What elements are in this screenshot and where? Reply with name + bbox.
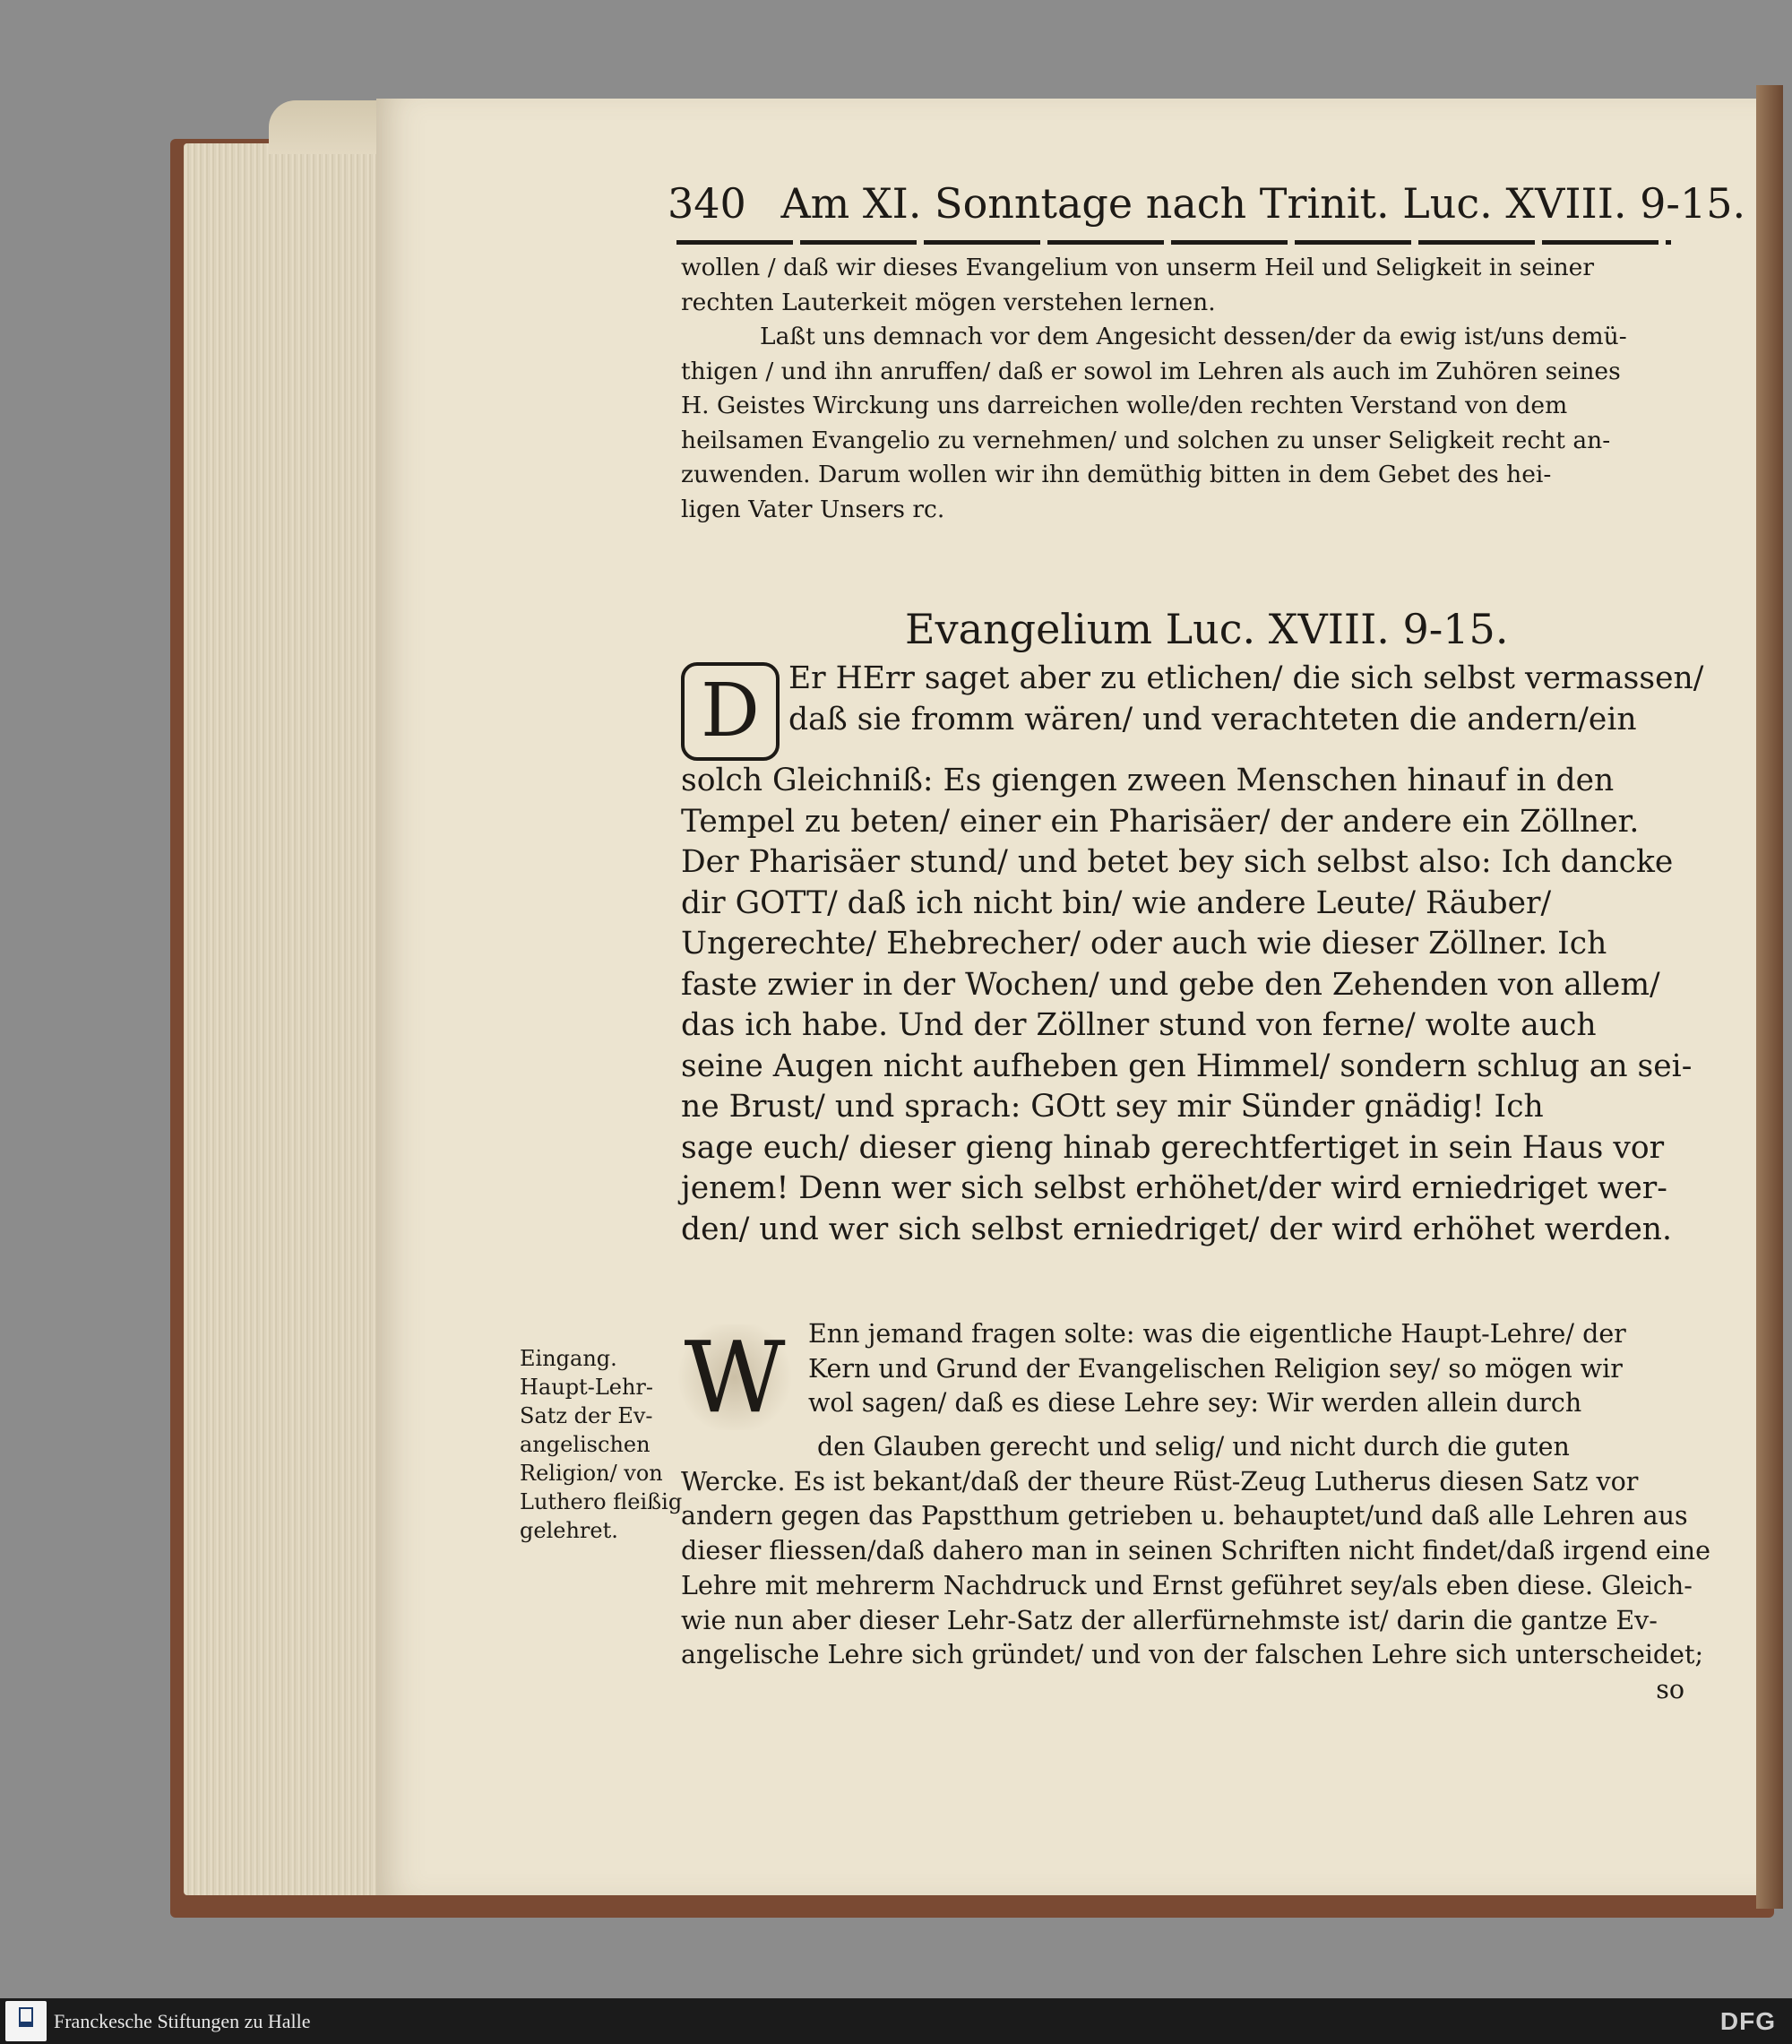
sermon-paragraph xyxy=(681,1317,1711,1708)
gospel-line: dir GOTT/ daß ich nicht bin/ wie andere Leute/ Räuber/ xyxy=(681,884,1552,921)
gospel-dropcap: D xyxy=(681,662,780,761)
sermon-line: Enn jemand fragen solte: was die eigentliche Haupt-Lehre/ der xyxy=(808,1319,1626,1349)
gospel-line: das ich habe. Und der Zöllner stund von ferne/ wolte auch xyxy=(681,1007,1597,1043)
intro-line: zuwenden. Darum wollen wir ihn demüthig bitten in dem Gebet des hei- xyxy=(681,461,1552,488)
catchword: so xyxy=(1656,1674,1684,1704)
gospel-line: Er HErr saget aber zu etlichen/ die sich selbst vermassen/ xyxy=(788,660,1704,696)
gospel-line: seine Augen nicht aufheben gen Himmel/ sondern schlug an sei- xyxy=(681,1048,1693,1084)
gospel-line: jenem! Denn wer sich selbst erhöhet/der wird erniedriget wer- xyxy=(681,1170,1667,1206)
sermon-line: Lehre mit mehrerm Nachdruck und Ernst geführet sey/als eben diese. Gleich- xyxy=(681,1570,1693,1600)
viewer-footer xyxy=(0,1998,1792,2044)
sermon-line: den Glauben gerecht und selig/ und nicht durch die guten xyxy=(817,1432,1570,1462)
sermon-dropcap: W xyxy=(672,1324,797,1430)
institution-name[interactable]: Franckesche Stiftungen zu Halle xyxy=(54,2010,311,2032)
orphanage-building-icon xyxy=(19,2007,33,2027)
binding-edge xyxy=(1756,85,1783,1909)
page-number: 340 xyxy=(668,179,746,228)
sermon-line: Wercke. Es ist bekant/daß der theure Rüst-Zeug Lutherus diesen Satz vor xyxy=(681,1466,1639,1496)
running-header xyxy=(668,179,1746,228)
intro-line: rechten Lauterkeit mögen verstehen lernen. xyxy=(681,288,1216,316)
intro-line: heilsamen Evangelio zu vernehmen/ und solchen zu unser Seligkeit recht an- xyxy=(681,426,1611,454)
intro-line: thigen / und ihn anruffen/ daß er sowol im Lehren als auch im Zuhören seines xyxy=(681,357,1621,385)
gospel-line: Tempel zu beten/ einer ein Pharisäer/ der andere ein Zöllner. xyxy=(681,803,1640,840)
sermon-line: Kern und Grund der Evangelischen Religion sey/ so mögen wir xyxy=(808,1353,1623,1384)
gospel-line: daß sie fromm wären/ und verachteten die andern/ein xyxy=(788,701,1637,737)
sermon-line: dieser fliessen/daß dahero man in seinen Schriften nicht findet/daß irgend eine xyxy=(681,1536,1711,1566)
sermon-line: wie nun aber dieser Lehr-Satz der allerfürnehmste ist/ darin die gantze Ev- xyxy=(681,1605,1658,1635)
gospel-line: faste zwier in der Wochen/ und gebe den Zehenden von allem/ xyxy=(681,966,1660,1003)
intro-line: ligen Vater Unsers rc. xyxy=(681,495,945,523)
dfg-logo[interactable]: DFG xyxy=(1719,2007,1776,2035)
marginal-line: gelehret. xyxy=(520,1518,618,1543)
marginal-line: Eingang. xyxy=(520,1346,617,1371)
intro-paragraph xyxy=(681,251,1693,527)
page-stack-edge xyxy=(184,143,408,1895)
gospel-line: Ungerechte/ Ehebrecher/ oder auch wie dieser Zöllner. Ich xyxy=(681,926,1607,962)
sermon-line: andern gegen das Papstthum getrieben u. behauptet/und daß alle Lehren aus xyxy=(681,1501,1688,1531)
intro-line: H. Geistes Wirckung uns darreichen wolle/den rechten Verstand von dem xyxy=(681,392,1568,419)
institution-logo-icon[interactable] xyxy=(5,2001,47,2041)
gospel-line: Der Pharisäer stund/ und betet bey sich selbst also: Ich dancke xyxy=(681,844,1674,880)
running-title: Am XI. Sonntage nach Trinit. Luc. XVIII. 9-15. xyxy=(780,179,1746,228)
marginal-line: Haupt-Lehr- xyxy=(520,1375,653,1400)
marginal-line: Religion/ von xyxy=(520,1461,663,1486)
sermon-line: angelische Lehre sich gründet/ und von der falschen Lehre sich unterscheidet; xyxy=(681,1640,1704,1670)
gospel-line: ne Brust/ und sprach: GOtt sey mir Sünder gnädig! Ich xyxy=(681,1089,1544,1125)
gospel-title: Evangelium Luc. XVIII. 9-15. xyxy=(905,605,1509,653)
gospel-text xyxy=(681,659,1704,1250)
gospel-line: solch Gleichniß: Es giengen zween Menschen hinauf in den xyxy=(681,763,1615,798)
marginal-line: angelischen xyxy=(520,1432,650,1457)
header-rule xyxy=(676,240,1671,245)
gospel-line: den/ und wer sich selbst erniedriget/ der wird erhöhet werden. xyxy=(681,1211,1672,1247)
gospel-line: sage euch/ dieser gieng hinab gerechtfertiget in sein Haus vor xyxy=(681,1129,1665,1166)
intro-line: Laßt uns demnach vor dem Angesicht dessen/der da ewig ist/uns demü- xyxy=(760,323,1627,350)
marginal-note xyxy=(520,1344,681,1545)
sermon-line: wol sagen/ daß es diese Lehre sey: Wir werden allein durch xyxy=(808,1388,1582,1419)
marginal-line: Luthero fleißig xyxy=(520,1489,683,1514)
marginal-line: Satz der Ev- xyxy=(520,1403,653,1428)
intro-line: wollen / daß wir dieses Evangelium von unserm Heil und Seligkeit in seiner xyxy=(681,254,1594,281)
